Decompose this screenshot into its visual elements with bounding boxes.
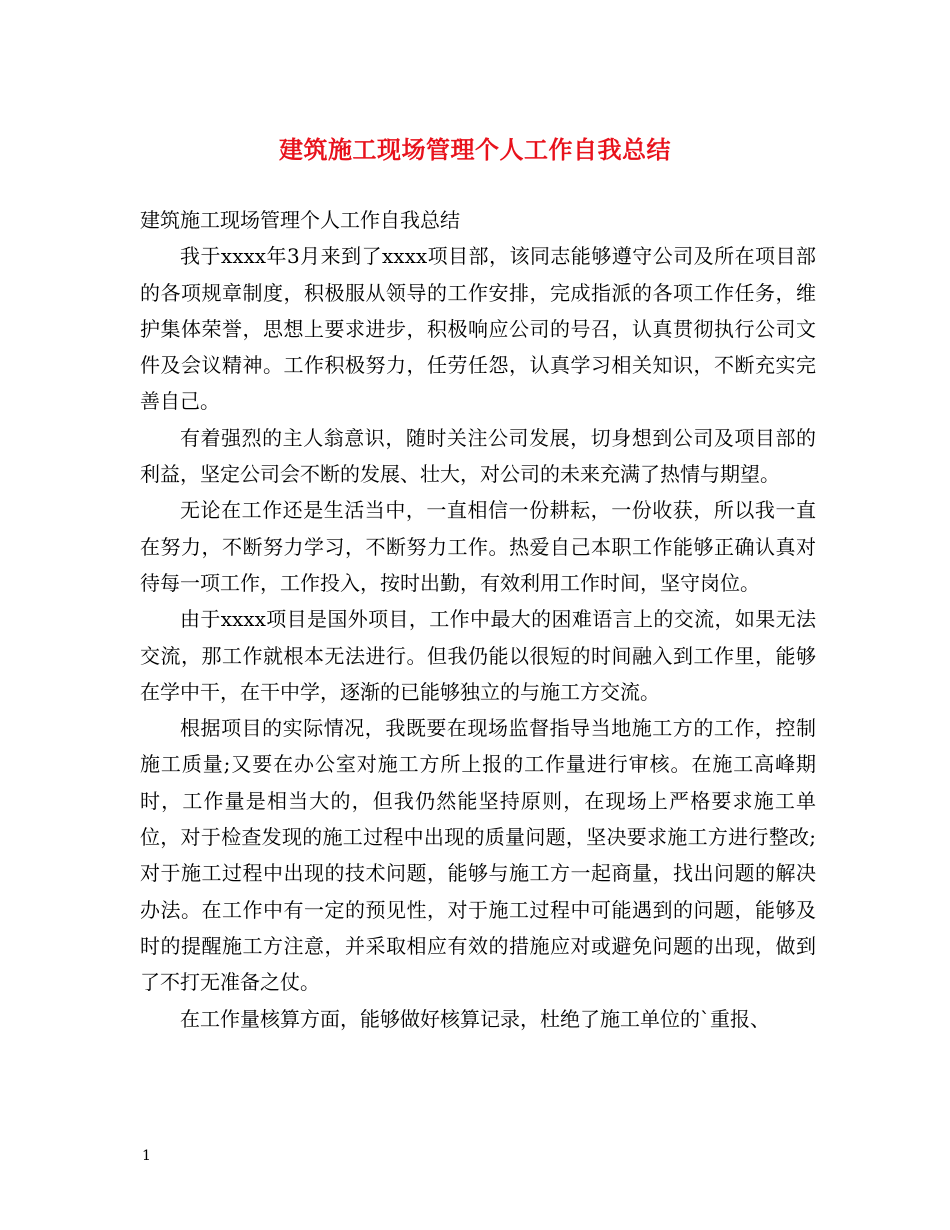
document-subtitle: 建筑施工现场管理个人工作自我总结 xyxy=(140,208,460,232)
paragraph: 根据项目的实际情况，我既要在现场监督指导当地施工方的工作，控制施工质量;又要在办公室对施工方所上报的工作量进行审核。在施工高峰期时，工作量是相当大的，但我仍然能坚持原则，在现场上严格要求施工单位，对于检查发现的施工过程中出现的质量问题，坚决要求施工方进行整改;对于施工过程中出现的技术问题，能够与施工方一起商量，找出问题的解决办法。在工作中有一定的预见性，对于施工过程中可能遇到的问题，能够及时的提醒施工方注意，并采取相应有效的措施应对或避免问题的出现，做到了不打无准备之仗。 xyxy=(140,716,816,995)
paragraph: 由于xxxx项目是国外项目，工作中最大的困难语言上的交流，如果无法交流，那工作就根本无法进行。但我仍能以很短的时间融入到工作里，能够在学中干，在干中学，逐渐的已能够独立的与施工方交流。 xyxy=(140,607,816,704)
document-title: 建筑施工现场管理个人工作自我总结 xyxy=(279,135,671,164)
paragraph: 我于xxxx年3月来到了xxxx项目部，该同志能够遵守公司及所在项目部的各项规章制度，积极服从领导的工作安排，完成指派的各项工作任务，维护集体荣誉，思想上要求进步，积极响应公司的号召，认真贯彻执行公司文件及会议精神。工作积极努力，任劳任怨，认真学习相关知识，不断充实完善自己。 xyxy=(140,244,816,414)
page-number: 1 xyxy=(142,1148,151,1164)
document-body xyxy=(140,202,816,1037)
paragraph: 有着强烈的主人翁意识，随时关注公司发展，切身想到公司及项目部的利益，坚定公司会不断的发展、壮大，对公司的未来充满了热情与期望。 xyxy=(140,425,816,487)
paragraph: 无论在工作还是生活当中，一直相信一份耕耘，一份收获，所以我一直在努力，不断努力学习，不断努力工作。热爱自己本职工作能够正确认真对待每一项工作，工作投入，按时出勤，有效利用工作时间，坚守岗位。 xyxy=(140,498,816,595)
paragraph: 在工作量核算方面，能够做好核算记录，杜绝了施工单位的`重报、 xyxy=(180,1006,770,1031)
